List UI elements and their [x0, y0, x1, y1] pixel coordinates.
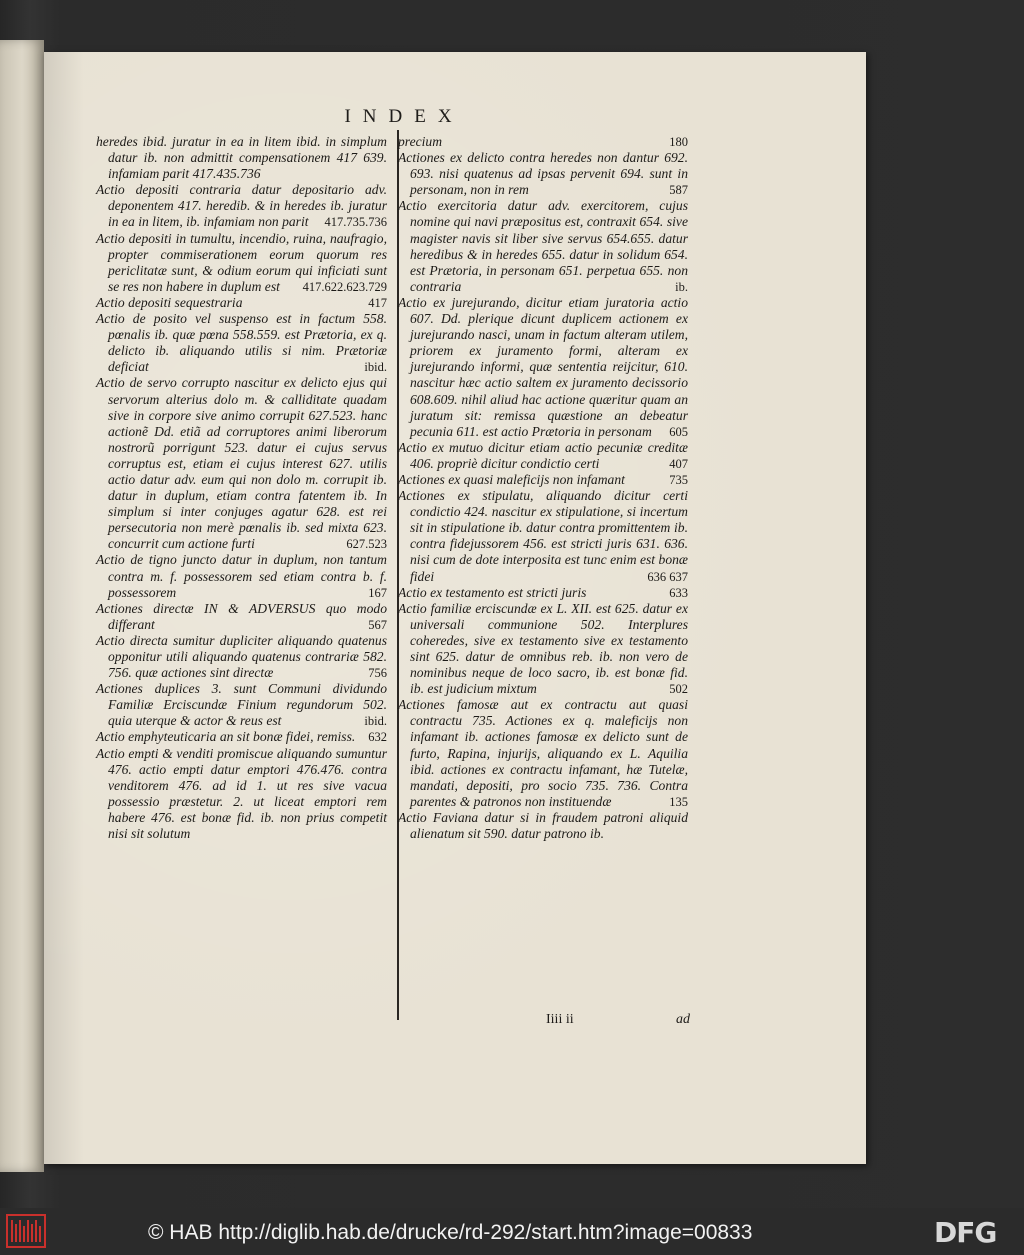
copyright-link[interactable]: © HAB http://diglib.hab.de/drucke/rd-292/start.htm?image=00833: [148, 1221, 753, 1244]
index-entry: [398, 488, 688, 585]
index-entry: [96, 729, 387, 745]
index-entry: [96, 746, 387, 843]
index-entry: [398, 134, 688, 150]
entry-text: Actio Faviana datur si in fraudem patroni aliquid alienatum sit 590. datur patrono ib.: [398, 809, 688, 842]
entry-text: Actiones famosæ aut ex contractu aut quasi contractu 735. Actiones ex q. maleficijs non infamant ib. actiones famosæ ex delicto sunt de furto, Rapina, injurijs, aliquando ex L. Aquilia ibid. actiones ex contractu infamant, hæ Tutelæ, mandati, depositi, pro socio 735. 736. Contra parentes & patronos non instituendæ: [398, 697, 688, 809]
index-entry: [398, 295, 688, 440]
entry-text: Actio ex testamento est stricti juris: [398, 584, 587, 600]
page-reference: 636 637: [647, 569, 688, 584]
entry-text: precium: [398, 134, 443, 149]
page-reference: 417.622.623.729: [302, 279, 387, 294]
index-entry: [398, 601, 688, 698]
page-reference: 735: [669, 472, 688, 487]
entry-text: Actio ex jurejurando, dicitur etiam juratoria actio 607. Dd. plerique dicunt duplicem actionem ex jurejurando nasci, unam in factum alteram utilem, priorem ex juramento formi, alteram ex jurejurando informi, quæ sententia reijcitur, 610. nascitur hæc actio saltem ex juramento decissorio 608.609. nihil aliud hac actione quæritur quam an juratum sit: remissa quæstione an debeatur pecunia 611. est actio Prætoria in personam: [398, 294, 688, 439]
entry-text: Actio exercitoria datur adv. exercitorem, cujus nomine qui navi præpositus est, contraxit 654. sive magister navis sit liber sive servus 654.655. datur heredibus & in heredes 655. datur in solidum 654. est Prætoria, in personam 651. perpetua 655. non contraria: [398, 198, 688, 294]
page-reference: 605: [669, 424, 688, 439]
page-reference: 633: [669, 585, 688, 600]
entry-text: Actio familiæ erciscundæ ex L. XII. est 625. datur ex universali communione 502. Interplures coheredes, sive ex testamento sive ex testamento sint 625. datur de omnibus reb. ib. non vero de nominibus neque de loco sacro, ib. est bonæ fid. ib. est judicium mixtum: [398, 600, 688, 697]
entry-text: Actio empti & venditi promiscue aliquando sumuntur 476. actio empti datur emptori 476.476. contra venditorem 476. ad id 1. ut res sive vacua possessio præstetur. 2. ut liceat emptori rem habere 476. est bonæ fid. ib. non prius competit nisi sit solutum: [96, 745, 387, 842]
entry-text: Actio depositi sequestraria: [96, 294, 243, 310]
page-reference: 407: [669, 456, 688, 471]
index-entry: [96, 375, 387, 552]
page-reference: 167: [368, 585, 387, 600]
index-entry: [96, 601, 387, 633]
index-entry: [398, 810, 688, 842]
index-entry: [96, 295, 387, 311]
entry-text: Actiones ex delicto contra heredes non dantur 692. 693. nisi quatenus ad ipsas pervenit 694. sunt in personam, non in rem: [398, 150, 688, 198]
index-entry: [96, 552, 387, 600]
page-reference: 632: [368, 730, 387, 745]
entry-text: Actio de posito vel suspenso est in factum 558. pœnalis ib. quæ pœna 558.559. est Prætoria, ex q. delicto ib. aliquando utilis si nim. Prætoriæ deficiat: [96, 311, 387, 375]
page-reference: 502: [669, 682, 688, 697]
index-entry: [96, 681, 387, 729]
index-entry: [96, 633, 387, 681]
entry-text: Actio depositi contraria datur depositario adv. deponentem 417. heredib. & in heredes ib. juratur in ea in litem, ib. infamiam non parit: [96, 182, 387, 230]
previous-page-edge: [0, 40, 44, 1172]
dfg-logo: DFG: [934, 1216, 997, 1249]
entry-text: Actio de servo corrupto nascitur ex delicto ejus qui servorum alterius dolo m. & calliditate quadam sive in corpore sive animo corrupit 627.523. hanc actionẽ Dd. etiã ad corruptores animi liberorum nostrorũ porrigunt 523. datur ei cujus servus corruptus est, etiam ei cujus interest 627. utilis actio datur adv. eum qui non dolo m. corrupit ib. datur in duplum, etiam contra fatentem ib. In simplum si inter conjuges agatur 628. est rei persecutoria non merè pœnalis ib. sed mixta 623. concurrit cum actione furti: [96, 375, 387, 552]
page-reference: 587: [669, 183, 688, 198]
entry-text: Actio emphyteuticaria an sit bonæ fidei, remiss.: [96, 729, 356, 745]
index-entry: [398, 472, 688, 488]
catchword: ad: [676, 1012, 690, 1027]
index-entry: [398, 198, 688, 295]
page-reference: 417.735.736: [324, 215, 387, 230]
page-reference: 135: [669, 794, 688, 809]
index-entry: [96, 182, 387, 230]
running-head: INDEX: [344, 106, 464, 127]
right-index-column: [398, 134, 688, 842]
page-reference: ib.: [675, 279, 688, 294]
entry-text: Actiones ex stipulatu, aliquando dicitur certi condictio 424. nascitur ex stipulatione, si incertum sit in stipulatione ib. datur contra promittentem ib. contra fidejussorem 456. est stricti juris 631. 636. nisi cum de dote interposita est tunc enim est bonæ fidei: [398, 488, 688, 584]
page-reference: 567: [368, 617, 387, 632]
index-entry: [398, 697, 688, 810]
page-reference: 180: [669, 135, 688, 149]
left-index-column: [96, 134, 387, 842]
page-reference: 417: [368, 295, 387, 310]
index-entry: [398, 585, 688, 601]
page-reference: 756: [368, 666, 387, 681]
entry-text: Actio depositi in tumultu, incendio, ruina, naufragio, propter commiserationem eorum quorum res periclitatæ sunt, & odium eorum qui inficiati sunt se res non habere in duplum est: [96, 230, 387, 294]
page-reference: ibid.: [364, 714, 387, 729]
page-reference: 627.523: [346, 537, 387, 552]
entry-text: Actiones directæ IN & ADVERSUS quo modo differant: [96, 600, 387, 632]
page-reference: ibid.: [364, 360, 387, 375]
index-entry: [96, 231, 387, 295]
entry-text: heredes ibid. juratur in ea in litem ibid. in simplum datur ib. non admittit compensationem 417 639. infamiam parit 417.435.736: [96, 134, 387, 182]
index-entry: [96, 311, 387, 375]
entry-text: Actio ex mutuo dicitur etiam actio pecuniæ creditæ 406. propriè dicitur condictio certi: [398, 439, 688, 471]
entry-text: Actio directa sumitur dupliciter aliquando quatenus opponitur utili aliquando quatenus contrariæ 582. 756. quæ actiones sint directæ: [96, 632, 387, 681]
entry-text: Actiones ex quasi maleficijs non infamant: [398, 471, 625, 487]
index-entry: [398, 440, 688, 472]
entry-text: Actiones duplices 3. sunt Communi dividundo Familiæ Erciscundæ Finium regundorum 502. quia uterque & actor & reus est: [96, 681, 387, 729]
signature-mark: Iiii ii: [546, 1012, 574, 1027]
index-entry: [96, 134, 387, 182]
entry-text: Actio de tigno juncto datur in duplum, non tantum contra m. f. possessorem sed etiam contra b. f. possessorem: [96, 552, 387, 600]
index-entry: [398, 150, 688, 198]
hab-logo-icon: [6, 1214, 46, 1248]
